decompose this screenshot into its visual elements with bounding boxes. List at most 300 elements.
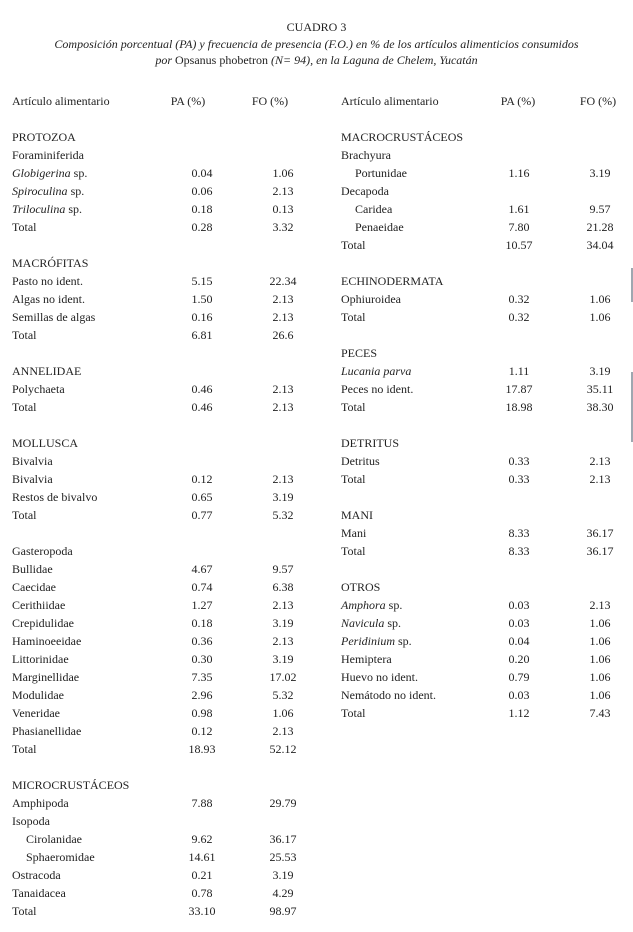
table-row-spiroculina: [12, 182, 312, 200]
fo-value: 21.28: [586, 220, 614, 234]
item-name: [355, 218, 404, 236]
table-row-echinodermata: [341, 272, 631, 290]
item-name: [341, 272, 443, 290]
item-name: [341, 398, 366, 416]
fo-value: 5.32: [272, 688, 294, 702]
item-label: Total: [341, 400, 366, 414]
fo-value: 2.13: [272, 634, 294, 648]
item-label: MACRÓFITAS: [12, 256, 89, 270]
item-name: [341, 146, 391, 164]
pa-value: 0.03: [508, 616, 530, 630]
fo-value: 9.57: [272, 562, 294, 576]
right-header-fo: FO (%): [579, 94, 617, 108]
pa-value: 0.04: [508, 634, 530, 648]
table-row-algas-no-ident: [12, 290, 312, 308]
item-name: [355, 200, 392, 218]
item-suffix: sp.: [385, 598, 403, 612]
item-label: Decapoda: [341, 184, 389, 198]
fo-value: 38.30: [586, 400, 614, 414]
fo-value: 4.29: [272, 886, 294, 900]
item-name: [12, 722, 81, 740]
table-row-total: [341, 236, 631, 254]
table-row-total: [12, 398, 312, 416]
table-row-veneridae: [12, 704, 312, 722]
fo-value: 2.13: [589, 472, 611, 486]
item-label: Veneridae: [12, 706, 60, 720]
table-row-cerithiidae: [12, 596, 312, 614]
table-row-cirolanidae: [12, 830, 312, 848]
table-row-littorinidae: [12, 650, 312, 668]
pa-value: 0.18: [191, 202, 213, 216]
pa-value: 0.28: [191, 220, 213, 234]
item-name: [341, 578, 380, 596]
fo-value: 3.19: [272, 616, 294, 630]
pa-value: 6.81: [191, 328, 213, 342]
table-row-gasteropoda: [12, 542, 312, 560]
item-name: [12, 704, 60, 722]
item-name: [341, 344, 377, 362]
fo-value: 17.02: [269, 670, 297, 684]
pa-value: 0.12: [191, 472, 213, 486]
pa-value: 0.06: [191, 184, 213, 198]
item-name: [341, 452, 380, 470]
table-row-mani: [341, 506, 631, 524]
table-row-sphaeromidae: [12, 848, 312, 866]
item-suffix: sp.: [395, 634, 412, 648]
table-row-tanaidacea: [12, 884, 312, 902]
item-name: [341, 380, 413, 398]
table-row-microcrustaceos: [12, 776, 312, 794]
item-name: [12, 542, 73, 560]
caption-line-2: [0, 53, 633, 69]
row-spacer: [12, 236, 312, 254]
table-row-caridea: [341, 200, 631, 218]
item-suffix: sp.: [67, 184, 85, 198]
item-label: Amphipoda: [12, 796, 69, 810]
pa-value: 1.50: [191, 292, 213, 306]
item-label: Mani: [341, 526, 367, 540]
item-label: Marginellidae: [12, 670, 80, 684]
item-label: Isopoda: [12, 814, 50, 828]
item-name: [12, 470, 53, 488]
table-row-total: [12, 506, 312, 524]
fo-value: 1.06: [589, 292, 611, 306]
item-name: [341, 128, 463, 146]
fo-value: 1.06: [589, 688, 611, 702]
item-name: [12, 164, 87, 182]
fo-value: 6.38: [272, 580, 294, 594]
item-name: [12, 200, 82, 218]
table-row-macrocrustaceos: [341, 128, 631, 146]
item-label: OTROS: [341, 580, 381, 594]
table-row-hemiptera: [341, 650, 631, 668]
item-label: Semillas de algas: [12, 310, 96, 324]
fo-value: 2.13: [272, 292, 294, 306]
left-table-column: [12, 128, 312, 920]
table-row-ophiuroidea: [341, 290, 631, 308]
row-spacer: [12, 344, 312, 362]
table-row-peces: [341, 344, 631, 362]
table-row-detritus: [341, 452, 631, 470]
pa-value: 0.78: [191, 886, 213, 900]
fo-value: 1.06: [589, 310, 611, 324]
table-row-total: [341, 470, 631, 488]
pa-value: 0.33: [508, 454, 530, 468]
item-label: Total: [341, 706, 366, 720]
row-spacer: [341, 416, 631, 434]
item-name: [12, 434, 78, 452]
table-row-haminoeeidae: [12, 632, 312, 650]
item-label: Peces no ident.: [341, 382, 414, 396]
item-name: [12, 794, 69, 812]
fo-value: 9.57: [589, 202, 611, 216]
fo-value: 1.06: [589, 670, 611, 684]
pa-value: 0.98: [191, 706, 213, 720]
fo-value: 36.17: [269, 832, 297, 846]
item-label: Total: [12, 904, 37, 918]
table-row-marginellidae: [12, 668, 312, 686]
pa-value: 0.46: [191, 400, 213, 414]
item-label: Detritus: [341, 454, 380, 468]
pa-value: 7.35: [191, 670, 213, 684]
fo-value: 26.6: [272, 328, 294, 342]
pa-value: 1.16: [508, 166, 530, 180]
item-name: [341, 182, 389, 200]
pa-value: 0.03: [508, 598, 530, 612]
item-name: [12, 398, 37, 416]
fo-value: 35.11: [586, 382, 614, 396]
table-row-total: [12, 218, 312, 236]
item-suffix: sp.: [65, 202, 83, 216]
fo-value: 2.13: [272, 184, 294, 198]
table-row-annelidae: [12, 362, 312, 380]
pa-value: 18.98: [505, 400, 533, 414]
pa-value: 7.80: [508, 220, 530, 234]
item-label: Foraminiferida: [12, 148, 84, 162]
fo-value: 2.13: [272, 382, 294, 396]
table-row-modulidae: [12, 686, 312, 704]
pa-value: 14.61: [188, 850, 216, 864]
item-label: Huevo no ident.: [341, 670, 418, 684]
fo-value: 98.97: [269, 904, 297, 918]
fo-value: 22.34: [269, 274, 297, 288]
item-label: Globigerina: [12, 166, 71, 180]
pa-value: 1.11: [508, 364, 530, 378]
item-name: [12, 614, 74, 632]
item-label: Cirolanidae: [26, 832, 82, 846]
pa-value: 10.57: [505, 238, 533, 252]
item-label: Phasianellidae: [12, 724, 82, 738]
item-name: [341, 686, 436, 704]
item-name: [12, 578, 56, 596]
row-spacer: [12, 416, 312, 434]
item-label: Total: [341, 238, 366, 252]
pa-value: 0.33: [508, 472, 530, 486]
table-caption: [0, 37, 633, 68]
item-name: [12, 272, 83, 290]
item-name: [12, 866, 61, 884]
item-label: Total: [341, 472, 366, 486]
left-header-fo: FO (%): [251, 94, 289, 108]
item-name: [341, 632, 412, 650]
fo-value: 3.19: [272, 652, 294, 666]
item-label: Total: [341, 310, 366, 324]
item-label: Ostracoda: [12, 868, 61, 882]
table-row-otros: [341, 578, 631, 596]
table-row-penaeidae: [341, 218, 631, 236]
item-name: [26, 830, 82, 848]
item-name: [12, 668, 79, 686]
table-row-decapoda: [341, 182, 631, 200]
pa-value: 17.87: [505, 382, 533, 396]
item-label: ANNELIDAE: [12, 364, 82, 378]
item-label: Bivalvia: [12, 454, 53, 468]
pa-value: 0.04: [191, 166, 213, 180]
item-label: MACROCRUSTÁCEOS: [341, 130, 464, 144]
fo-value: 1.06: [272, 706, 294, 720]
fo-value: 2.13: [589, 598, 611, 612]
table-row-peridinium: [341, 632, 631, 650]
item-label: Amphora: [341, 598, 386, 612]
table-row-total: [12, 902, 312, 920]
table-row-macrofitas: [12, 254, 312, 272]
item-name: [12, 326, 37, 344]
item-label: PECES: [341, 346, 378, 360]
item-name: [12, 506, 37, 524]
item-name: [12, 740, 37, 758]
pa-value: 0.20: [508, 652, 530, 666]
pa-value: 2.96: [191, 688, 213, 702]
fo-value: 2.13: [589, 454, 611, 468]
item-label: Triloculina: [12, 202, 66, 216]
item-name: [12, 650, 69, 668]
item-label: Peridinium: [341, 634, 395, 648]
item-label: Modulidae: [12, 688, 64, 702]
table-row-bivalvia: [12, 452, 312, 470]
item-name: [12, 362, 81, 380]
item-suffix: sp.: [384, 616, 401, 630]
fo-value: 1.06: [589, 652, 611, 666]
left-header-item: Artículo alimentario: [12, 94, 110, 108]
right-header-pa: PA (%): [500, 94, 536, 108]
item-label: Total: [12, 220, 37, 234]
fo-value: 36.17: [586, 526, 614, 540]
fo-value: 0.13: [272, 202, 294, 216]
fo-value: 2.13: [272, 310, 294, 324]
pa-value: 0.36: [191, 634, 213, 648]
table-row-total: [341, 308, 631, 326]
fo-value: 3.19: [589, 166, 611, 180]
item-name: [12, 488, 97, 506]
caption-line-1: Composición porcentual (PA) y frecuencia de presencia (F.O.) en % de los artículos alimenticios consumidos: [54, 37, 579, 51]
table-title: CUADRO 3: [286, 20, 347, 34]
item-label: Cerithiidae: [12, 598, 66, 612]
pa-value: 0.65: [191, 490, 213, 504]
item-name: [341, 614, 401, 632]
table-row-peces-no-ident: [341, 380, 631, 398]
caption-prefix: por: [155, 52, 175, 67]
item-name: [341, 290, 401, 308]
left-header-pa: PA (%): [170, 94, 206, 108]
table-row-bivalvia: [12, 470, 312, 488]
item-label: Tanaidacea: [12, 886, 66, 900]
item-name: [12, 560, 53, 578]
item-label: Bivalvia: [12, 472, 53, 486]
item-name: [341, 506, 373, 524]
table-row-isopoda: [12, 812, 312, 830]
item-label: Total: [12, 742, 37, 756]
table-row-pasto-no-ident: [12, 272, 312, 290]
item-label: Caridea: [355, 202, 393, 216]
pa-value: 0.30: [191, 652, 213, 666]
table-row-ostracoda: [12, 866, 312, 884]
pa-value: 18.93: [188, 742, 216, 756]
fo-value: 5.32: [272, 508, 294, 522]
row-spacer: [341, 560, 631, 578]
item-label: Restos de bivalvo: [12, 490, 98, 504]
fo-value: 2.13: [272, 724, 294, 738]
table-row-bullidae: [12, 560, 312, 578]
item-name: [341, 308, 366, 326]
table-row-total: [12, 740, 312, 758]
item-label: Total: [341, 544, 366, 558]
row-spacer: [341, 326, 631, 344]
item-name: [12, 146, 84, 164]
item-name: [12, 254, 88, 272]
table-row-caecidae: [12, 578, 312, 596]
item-label: Nemátodo no ident.: [341, 688, 436, 702]
fo-value: 25.53: [269, 850, 297, 864]
item-label: Hemiptera: [341, 652, 392, 666]
fo-value: 2.13: [272, 400, 294, 414]
fo-value: 2.13: [272, 598, 294, 612]
caption-suffix: (N= 94), en la Laguna de Chelem, Yucatán: [268, 52, 478, 67]
table-row-total: [341, 704, 631, 722]
item-name: [12, 452, 53, 470]
fo-value: 7.43: [589, 706, 611, 720]
item-label: Lucania parva: [341, 364, 412, 378]
table-row-globigerina: [12, 164, 312, 182]
item-label: MOLLUSCA: [12, 436, 79, 450]
table-row-restos-de-bivalvo: [12, 488, 312, 506]
item-label: Haminoeeidae: [12, 634, 82, 648]
item-label: Total: [12, 328, 37, 342]
item-name: [12, 902, 37, 920]
table-row-portunidae: [341, 164, 631, 182]
item-name: [341, 470, 366, 488]
pa-value: 1.12: [508, 706, 530, 720]
item-name: [355, 164, 407, 182]
right-header-item: Artículo alimentario: [341, 94, 439, 108]
pa-value: 0.32: [508, 292, 530, 306]
item-label: Spiroculina: [12, 184, 68, 198]
item-name: [341, 524, 366, 542]
pa-value: 4.67: [191, 562, 213, 576]
table-row-nematodo-no-ident: [341, 686, 631, 704]
item-name: [12, 776, 129, 794]
item-label: Bullidae: [12, 562, 53, 576]
item-label: Total: [12, 508, 37, 522]
table-row-protozoa: [12, 128, 312, 146]
right-table-column: [341, 128, 631, 722]
fo-value: 2.13: [272, 472, 294, 486]
item-label: Pasto no ident.: [12, 274, 83, 288]
item-name: [341, 434, 399, 452]
item-name: [12, 380, 65, 398]
table-row-phasianellidae: [12, 722, 312, 740]
row-spacer: [12, 758, 312, 776]
item-label: ECHINODERMATA: [341, 274, 444, 288]
table-row-semillas-de-algas: [12, 308, 312, 326]
pa-value: 0.03: [508, 688, 530, 702]
table-row-crepidulidae: [12, 614, 312, 632]
item-name: [341, 704, 366, 722]
pa-value: 7.88: [191, 796, 213, 810]
pa-value: 0.77: [191, 508, 213, 522]
fo-value: 1.06: [589, 634, 611, 648]
table-row-navicula: [341, 614, 631, 632]
item-label: Navicula: [341, 616, 385, 630]
table-row-huevo-no-ident: [341, 668, 631, 686]
fo-value: 1.06: [589, 616, 611, 630]
item-name: [341, 650, 392, 668]
fo-value: 34.04: [586, 238, 614, 252]
item-label: Polychaeta: [12, 382, 65, 396]
item-name: [12, 686, 64, 704]
item-name: [12, 308, 95, 326]
item-label: Crepidulidae: [12, 616, 74, 630]
item-name: [12, 884, 66, 902]
table-row-brachyura: [341, 146, 631, 164]
item-suffix: sp.: [70, 166, 88, 180]
item-label: Sphaeromidae: [26, 850, 95, 864]
fo-value: 3.32: [272, 220, 294, 234]
item-name: [12, 182, 84, 200]
item-name: [12, 596, 65, 614]
pa-value: 0.79: [508, 670, 530, 684]
pa-value: 8.33: [508, 526, 530, 540]
table-row-triloculina: [12, 200, 312, 218]
row-spacer: [341, 254, 631, 272]
table-row-lucania-parva: [341, 362, 631, 380]
item-name: [12, 632, 81, 650]
item-label: PROTOZOA: [12, 130, 76, 144]
pa-value: 0.46: [191, 382, 213, 396]
table-row-total: [341, 542, 631, 560]
item-label: Caecidae: [12, 580, 56, 594]
table-row-mani: [341, 524, 631, 542]
item-label: Ophiuroidea: [341, 292, 401, 306]
row-spacer: [341, 488, 631, 506]
table-row-polychaeta: [12, 380, 312, 398]
item-label: Portunidae: [355, 166, 407, 180]
caption-species: Opsanus phobetron: [175, 52, 268, 67]
fo-value: 1.06: [272, 166, 294, 180]
item-name: [12, 128, 76, 146]
item-name: [12, 290, 85, 308]
fo-value: 36.17: [586, 544, 614, 558]
fo-value: 3.19: [272, 490, 294, 504]
row-spacer: [12, 524, 312, 542]
table-row-amphora: [341, 596, 631, 614]
pa-value: 1.61: [508, 202, 530, 216]
pa-value: 0.32: [508, 310, 530, 324]
table-row-total: [341, 398, 631, 416]
pa-value: 9.62: [191, 832, 213, 846]
item-label: Penaeidae: [355, 220, 404, 234]
table-row-foraminiferida: [12, 146, 312, 164]
table-row-total: [12, 326, 312, 344]
